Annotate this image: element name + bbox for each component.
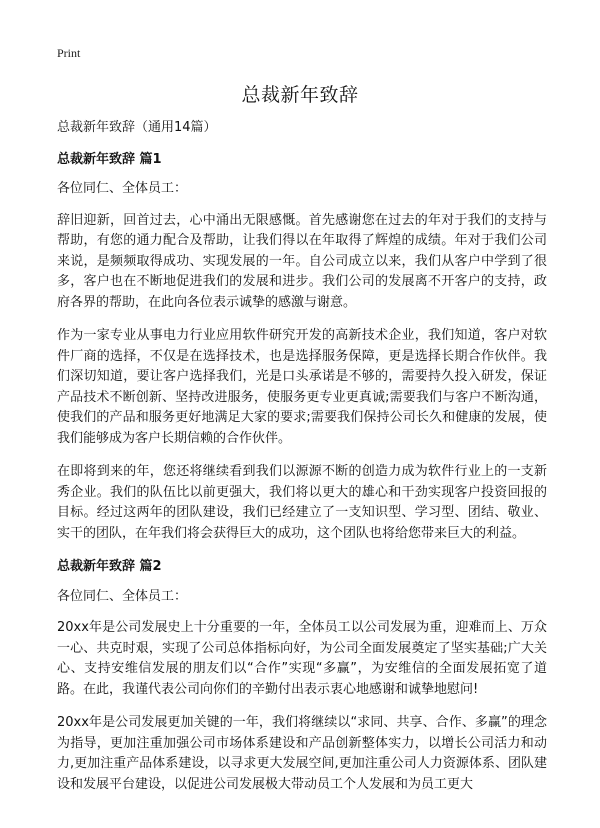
section-heading: 总裁新年致辞 篇2 [57,559,162,574]
document-title: 总裁新年致辞 [241,84,359,106]
document-body [57,118,547,808]
paragraph: 20xx年是公司发展更加关键的一年，我们将继续以“求同、共享、合作、多赢”的理念为指导，更加注重加强公司市场体系建设和产品创新整体实力，以增长公司活力和动力,更加注重产品体系建设，以寻求更大发展空间,更加注重公司人力资源体系、团队建设和发展平台建设，以促进公司发展极大带动员工个人发展和为员工更大 [57,715,547,792]
section-greeting: 各位同仁、全体员工： [57,181,188,196]
section-1 [57,150,547,545]
section-greeting: 各位同仁、全体员工： [57,588,188,604]
paragraph: 作为一家专业从事电力行业应用软件研究开发的高新技术企业，我们知道，客户对软件厂商的选择，不仅是在选择技术，也是选择服务保障，更是选择长期合作伙伴。我们深切知道，要让客户选择我们，光是口头承诺是不够的，需要持久投入研发，保证产品技术不断创新、坚持改进服务，使服务更专业更真诚;需要我们与客户不断沟通，使我们的产品和服务更好地满足大家的要求;需要我们保持公司长久和健康的发展，使我们能够成为客户长期信赖的合作伙伴。 [57,328,547,446]
paragraph: 20xx年是公司发展史上十分重要的一年，全体员工以公司发展为重，迎难而上、万众一心、共克时艰，实现了公司总体指标向好，为公司全面发展奠定了坚实基础;广大关心、支持安维信发展的朋友们以“合作”实现“多赢”，为安维信的全面发展拓宽了道路。在此，我谨代表公司向你们的辛勤付出表示衷心地感谢和诚挚地慰问! [57,620,547,697]
print-link[interactable]: Print [57,46,81,60]
section-heading: 总裁新年致辞 篇1 [57,151,162,167]
section-2 [57,557,547,795]
document-subtitle: 总裁新年致辞（通用14篇） [57,120,217,135]
paragraph: 在即将到来的年，您还将继续看到我们以源源不断的创造力成为软件行业上的一支新秀企业。我们的队伍比以前更强大，我们将以更大的雄心和干劲实现客户投资回报的目标。经过这两年的团队建设，我们已经建立了一支知识型、学习型、团结、敬业、实干的团队，在年我们将会获得巨大的成功，这个团队也将给您带来巨大的利益。 [57,464,547,541]
paragraph: 辞旧迎新，回首过去，心中涌出无限感慨。首先感谢您在过去的年对于我们的支持与帮助，有您的通力配合及帮助，让我们得以在年取得了辉煌的成绩。年对于我们公司来说，是频频取得成功、实现发展的一年。自公司成立以来，我们从客户中学到了很多，客户也在不断地促进我们的发展和进步。我们公司的发展离不开客户的支持，政府各界的帮助，在此向各位表示诚挚的感激与谢意。 [57,212,547,310]
